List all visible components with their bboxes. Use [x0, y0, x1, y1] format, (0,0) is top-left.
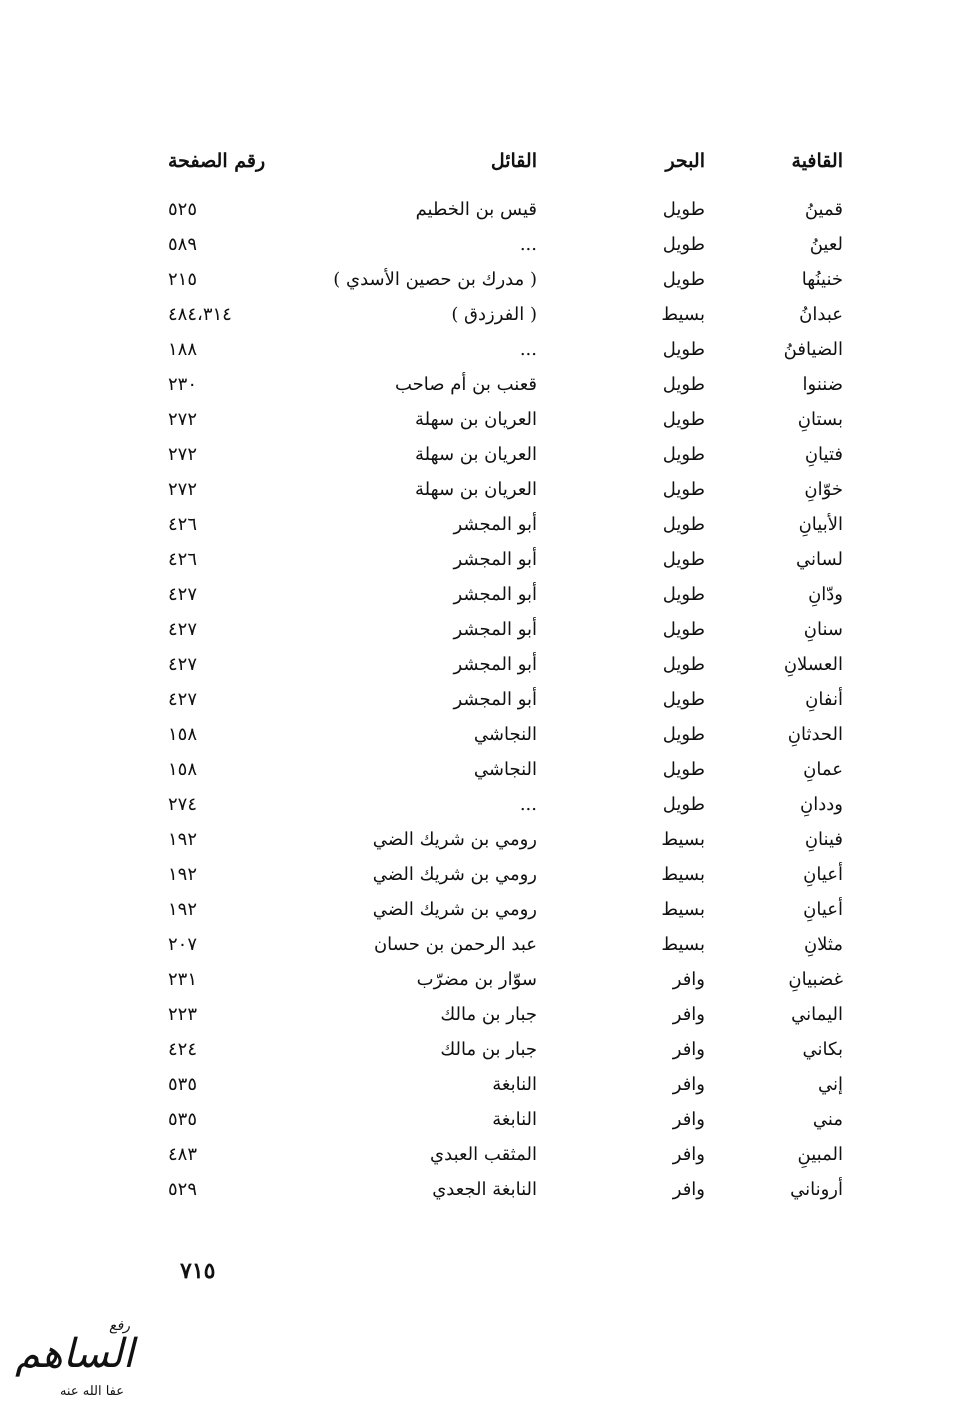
table-row: [168, 962, 843, 997]
rhyme-cell: إني: [817, 1074, 843, 1095]
meter-cell: وافر: [672, 1039, 705, 1060]
poet-cell: عبد الرحمن بن حسان: [373, 934, 537, 955]
rhyme-cell: خوّانِ: [804, 479, 843, 500]
rhyme-cell: ودّانِ: [808, 584, 843, 605]
rhyme-cell: مثلانِ: [803, 934, 843, 955]
table-row: [168, 892, 843, 927]
rhyme-cell: الأبيانِ: [798, 514, 843, 535]
rhyme-cell: غضبيانِ: [788, 969, 843, 990]
meter-cell: طويل: [662, 689, 705, 710]
meter-cell: بسيط: [661, 829, 705, 850]
meter-cell: طويل: [662, 374, 705, 395]
poet-cell: أبو المجشر: [453, 654, 537, 675]
page-ref-cell: ٥٣٥: [168, 1074, 198, 1095]
table-row: [168, 1067, 843, 1102]
page-ref-cell: ٥٢٩: [168, 1179, 198, 1200]
table-row: [168, 787, 843, 822]
poet-cell: النابغة الجعدي: [432, 1179, 537, 1200]
poet-cell: أبو المجشر: [453, 549, 537, 570]
page-ref-cell: ٢٣١: [168, 969, 198, 990]
page-ref-cell: ٤٨٣: [168, 1144, 198, 1165]
table-row: [168, 227, 843, 262]
meter-cell: طويل: [662, 549, 705, 570]
meter-cell: بسيط: [661, 304, 705, 325]
stamp-line-3: عفا الله عنه: [59, 1384, 124, 1399]
poet-cell: أبو المجشر: [453, 689, 537, 710]
meter-cell: وافر: [672, 1004, 705, 1025]
table-row: [168, 297, 843, 332]
table-row: [168, 542, 843, 577]
poet-cell: العريان بن سهلة: [415, 444, 537, 465]
page-ref-cell: ٥٨٩: [168, 234, 198, 255]
page-ref-cell: ٢٧٤: [168, 794, 198, 815]
poet-cell: أبو المجشر: [453, 619, 537, 640]
poet-cell: النجاشي: [473, 759, 537, 780]
meter-cell: طويل: [662, 619, 705, 640]
meter-cell: طويل: [662, 234, 705, 255]
meter-cell: طويل: [662, 759, 705, 780]
page-ref-cell: ١٨٨: [168, 339, 198, 360]
rhyme-cell: عبدانُ: [799, 304, 843, 325]
page-ref-cell: ٤٢٦: [168, 514, 198, 535]
rhyme-cell: بكاني: [802, 1039, 843, 1060]
header-rhyme: القافية: [791, 150, 843, 172]
rhyme-cell: فينانِ: [804, 829, 843, 850]
rhyme-cell: بستانِ: [797, 409, 843, 430]
rhyme-cell: لساني: [795, 549, 843, 570]
rhyme-cell: فتيانِ: [804, 444, 843, 465]
page-ref-cell: ١٥٨: [168, 724, 198, 745]
poet-cell: سوّار بن مضرّب: [416, 969, 537, 990]
rhyme-index-table: [168, 150, 843, 1207]
rhyme-cell: المبينِ: [797, 1144, 843, 1165]
page-ref-cell: ٤٢٦: [168, 549, 198, 570]
page-ref-cell: ٢٧٢: [168, 479, 198, 500]
rhyme-cell: أعيانِ: [803, 864, 843, 885]
table-row: [168, 822, 843, 857]
poet-cell: المثقب العبدي: [430, 1144, 537, 1165]
meter-cell: بسيط: [661, 934, 705, 955]
page-ref-cell: ٢٧٢: [168, 444, 198, 465]
meter-cell: بسيط: [661, 899, 705, 920]
stamp-line-2: الساهم: [15, 1331, 134, 1377]
page-ref-cell: ١٩٢: [168, 829, 198, 850]
meter-cell: طويل: [662, 584, 705, 605]
table-row: [168, 752, 843, 787]
poet-cell: أبو المجشر: [453, 514, 537, 535]
rhyme-cell: خنينُها: [801, 269, 843, 290]
page-ref-cell: ٤٢٧: [168, 619, 198, 640]
table-row: [168, 1102, 843, 1137]
rhyme-cell: الحدثانِ: [787, 724, 843, 745]
page-ref-cell: ٤٢٧: [168, 689, 198, 710]
page-ref-cell: ١٩٢: [168, 864, 198, 885]
table-row: [168, 1137, 843, 1172]
rhyme-cell: أعيانِ: [803, 899, 843, 920]
poet-cell: جبار بن مالك: [440, 1004, 537, 1025]
table-body: [168, 192, 843, 1207]
poet-cell: ...: [519, 794, 537, 815]
meter-cell: طويل: [662, 409, 705, 430]
meter-cell: طويل: [662, 794, 705, 815]
poet-cell: العريان بن سهلة: [415, 409, 537, 430]
table-row: [168, 332, 843, 367]
meter-cell: وافر: [672, 1074, 705, 1095]
poet-cell: رومي بن شريك الضي: [372, 864, 537, 885]
meter-cell: وافر: [672, 1144, 705, 1165]
table-row: [168, 402, 843, 437]
rhyme-cell: سنانِ: [803, 619, 843, 640]
page-ref-cell: ١٩٢: [168, 899, 198, 920]
rhyme-cell: عمانِ: [803, 759, 843, 780]
rhyme-cell: مني: [812, 1109, 843, 1130]
table-header-row: [168, 150, 843, 192]
poet-cell: ( الفرزدق ): [451, 304, 537, 325]
poet-cell: ( مدرك بن حصين الأسدي ): [333, 269, 537, 290]
rhyme-cell: أنفانِ: [805, 689, 843, 710]
table-row: [168, 1172, 843, 1207]
page-ref-cell: ٢١٥: [168, 269, 198, 290]
page-ref-cell: ٥٢٥: [168, 199, 198, 220]
meter-cell: طويل: [662, 199, 705, 220]
table-row: [168, 367, 843, 402]
meter-cell: طويل: [662, 444, 705, 465]
rhyme-cell: العسلانِ: [783, 654, 843, 675]
meter-cell: طويل: [662, 724, 705, 745]
table-row: [168, 472, 843, 507]
table-row: [168, 577, 843, 612]
page-ref-cell: ٤٢٧: [168, 654, 198, 675]
page-ref-cell: ٤٢٤: [168, 1039, 198, 1060]
rhyme-cell: ضننوا: [802, 374, 843, 395]
meter-cell: وافر: [672, 969, 705, 990]
table-row: [168, 997, 843, 1032]
poet-cell: النجاشي: [473, 724, 537, 745]
poet-cell: النابغة: [492, 1109, 537, 1130]
rhyme-cell: وددانِ: [800, 794, 843, 815]
header-page: رقم الصفحة: [168, 150, 266, 172]
meter-cell: طويل: [662, 654, 705, 675]
header-meter: البحر: [665, 150, 705, 172]
poet-cell: جبار بن مالك: [440, 1039, 537, 1060]
page-number: ٧١٥: [180, 1258, 216, 1284]
meter-cell: بسيط: [661, 864, 705, 885]
page-ref-cell: ٢٣٠: [168, 374, 198, 395]
table-row: [168, 192, 843, 227]
table-row: [168, 612, 843, 647]
page-ref-cell: ٢٧٢: [168, 409, 198, 430]
poet-cell: قعنب بن أم صاحب: [395, 374, 537, 395]
page-ref-cell: ٤٨٤،٣١٤: [168, 304, 232, 325]
table-row: [168, 927, 843, 962]
page-ref-cell: ٢٢٣: [168, 1004, 198, 1025]
table-row: [168, 857, 843, 892]
page-ref-cell: ٢٠٧: [168, 934, 198, 955]
rhyme-cell: قمينُ: [804, 199, 843, 220]
poet-cell: ...: [519, 234, 537, 255]
rhyme-cell: أروناني: [790, 1179, 843, 1200]
poet-cell: رومي بن شريك الضي: [372, 829, 537, 850]
poet-cell: رومي بن شريك الضي: [372, 899, 537, 920]
table-row: [168, 1032, 843, 1067]
page-ref-cell: ٥٣٥: [168, 1109, 198, 1130]
rhyme-cell: اليماني: [791, 1004, 843, 1025]
poet-cell: ...: [519, 339, 537, 360]
meter-cell: وافر: [672, 1179, 705, 1200]
meter-cell: طويل: [662, 269, 705, 290]
library-stamp: [12, 1318, 140, 1410]
header-poet: القائل: [490, 150, 537, 172]
page-ref-cell: ٤٢٧: [168, 584, 198, 605]
rhyme-cell: الضيافنُ: [783, 339, 843, 360]
poet-cell: النابغة: [492, 1074, 537, 1095]
table-row: [168, 647, 843, 682]
poet-cell: قيس بن الخطيم: [415, 199, 537, 220]
table-row: [168, 717, 843, 752]
poet-cell: أبو المجشر: [453, 584, 537, 605]
meter-cell: وافر: [672, 1109, 705, 1130]
meter-cell: طويل: [662, 479, 705, 500]
meter-cell: طويل: [662, 514, 705, 535]
table-row: [168, 437, 843, 472]
meter-cell: طويل: [662, 339, 705, 360]
rhyme-cell: لعينُ: [809, 234, 843, 255]
page-ref-cell: ١٥٨: [168, 759, 198, 780]
table-row: [168, 262, 843, 297]
table-row: [168, 682, 843, 717]
table-row: [168, 507, 843, 542]
poet-cell: العريان بن سهلة: [415, 479, 537, 500]
stamp-line-1: رفع: [109, 1318, 130, 1334]
